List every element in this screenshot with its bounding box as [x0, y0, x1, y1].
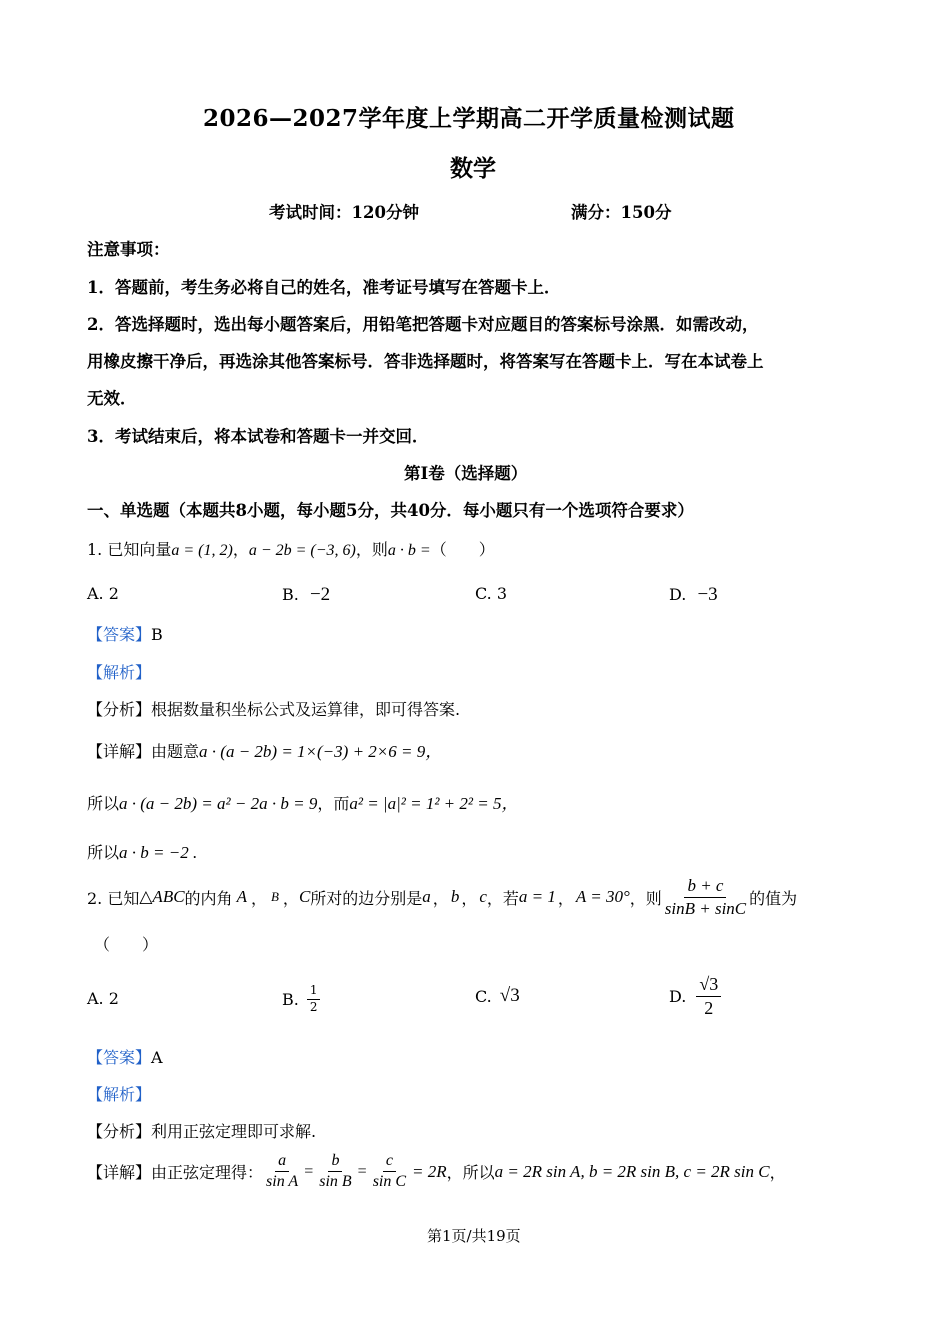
q2-fenxi-text: 利用正弦定理即可求解.: [151, 1122, 317, 1141]
note-item-2-line1: 2．答选择题时，选出每小题答案后，用铅笔把答题卡对应题目的答案标号涂黑．如需改动，: [87, 315, 759, 334]
q2-stem-t1: 的内角: [184, 888, 233, 908]
q1-answer-value: B: [151, 625, 163, 644]
q1-option-b: [282, 584, 330, 606]
q1-xiangjie: [87, 737, 442, 762]
q2-option-d-label: D.: [669, 986, 687, 1006]
q2-option-d-num: √3: [696, 974, 721, 997]
q1-option-d: [669, 584, 718, 606]
q2-option-b: [282, 984, 320, 1015]
q2-side-b: b: [450, 887, 460, 907]
q2-stem-prefix: 2. 已知: [87, 888, 140, 908]
q2-side-c: c: [479, 887, 487, 907]
q2-stem-t4: ，则: [629, 888, 662, 908]
q1-option-b-label: B.: [282, 585, 299, 604]
q2-ratio-c-num: c: [383, 1152, 396, 1172]
q2-ratio-b-num: b: [328, 1152, 342, 1172]
exam-time: 考试时间：120分钟: [269, 203, 419, 222]
volume-title: 第Ⅰ卷（选择题）: [404, 464, 528, 483]
q1-fenxi-label: 【分析】: [87, 700, 152, 719]
q2-paren: （ ）: [94, 935, 159, 954]
q2-option-b-den: 2: [309, 999, 318, 1014]
q1-xiangjie-label: 【详解】: [87, 742, 152, 761]
q2-comma-3: ，: [432, 888, 449, 908]
q2-option-c: [475, 985, 520, 1007]
q2-xiangjie-text: 由正弦定理得：: [151, 1163, 264, 1183]
q2-option-d: [669, 974, 721, 1018]
q1-line2-prefix: 所以: [87, 794, 120, 813]
q1-option-d-label: D.: [669, 585, 687, 604]
q2-option-b-fraction: [307, 984, 321, 1015]
q1-fenxi-text: 根据数量积坐标公式及运算律，即可得答案.: [151, 700, 461, 719]
q1-paren: （ ）: [430, 540, 495, 559]
q2-angle-c: C: [298, 887, 311, 907]
q2-analysis-label: 【解析】: [87, 1085, 152, 1104]
q1-fenxi: [87, 697, 460, 720]
q1-dot-product: a · b =: [387, 542, 431, 559]
q1-vector-a: a = (1, 2): [171, 542, 233, 559]
q2-comma-1: ，: [250, 888, 267, 908]
q2-comma-5: ，: [557, 888, 574, 908]
q2-fraction-denominator: sinB + sinC: [664, 898, 747, 918]
q1-option-a: A. 2: [87, 584, 119, 603]
part-title: 一、单选题（本题共8小题，每小题5分，共40分．每小题只有一个选项符合要求）: [87, 501, 694, 520]
q2-angle-a: A: [236, 887, 247, 907]
q2-option-c-value: √3: [499, 985, 520, 1006]
q1-xiangjie-text: 由题意: [151, 742, 200, 761]
q2-option-c-label: C.: [475, 986, 492, 1006]
q2-stem-t5: 的值为: [749, 888, 798, 908]
q2-eq-2: =: [357, 1162, 367, 1180]
q2-tail-text: ，所以: [446, 1163, 495, 1183]
q2-stem-t2: 所对的边分别是: [310, 888, 423, 908]
q2-option-b-num: 1: [307, 984, 321, 1000]
subject-title: 数学: [450, 155, 496, 182]
note-item-1: 1．答题前，考生务必将自己的姓名，准考证号填写在答题卡上．: [87, 278, 561, 297]
q2-stem: [87, 876, 797, 918]
q2-triangle: △ABC: [139, 887, 185, 907]
q1-vector-expr: a − 2b = (−3, 6): [248, 542, 356, 559]
q2-tail-end: ，: [769, 1163, 786, 1183]
q2-fraction: [662, 876, 749, 918]
q2-tail-math: a = 2R sin A, b = 2R sin B, c = 2R sin C: [494, 1161, 770, 1181]
exam-title: 2026—2027学年度上学期高二开学质量检测试题: [203, 105, 735, 132]
note-item-2-line2: 用橡皮擦干净后，再选涂其他答案标号．答非选择题时，将答案写在答题卡上．写在本试卷上: [87, 352, 764, 371]
q2-xiangjie: [87, 1152, 786, 1192]
q2-cond-1: a = 1: [518, 887, 556, 907]
q1-line3-math: a · b = −2 .: [119, 843, 198, 862]
q2-option-b-label: B.: [282, 989, 299, 1009]
q1-xiangjie-math: a · (a − 2b) = 1×(−3) + 2×6 = 9，: [199, 742, 443, 761]
q1-option-b-value: −2: [309, 584, 331, 605]
q2-ratio-b-den: sin B: [319, 1173, 352, 1191]
full-score: 满分：150分: [571, 203, 672, 222]
q1-detail-line3: [87, 840, 197, 863]
q1-option-d-value: −3: [697, 584, 718, 605]
q2-eq-tail: = 2R: [412, 1161, 447, 1181]
q1-detail-line2: [87, 789, 518, 814]
notes-heading: 注意事项：: [87, 240, 170, 259]
page-number: 第1页/共19页: [427, 1227, 521, 1245]
q2-side-a: a: [422, 887, 431, 907]
q1-stem-mid: ，则: [355, 540, 388, 559]
q2-fenxi: [87, 1119, 316, 1142]
q2-xiangjie-label: 【详解】: [87, 1163, 152, 1183]
q2-option-a: A. 2: [87, 989, 119, 1008]
q2-answer-label: 【答案】: [87, 1048, 152, 1067]
q2-fraction-numerator: b + c: [684, 876, 726, 898]
q1-line2-math2: a² = |a|² = 1² + 2² = 5，: [349, 794, 519, 813]
q2-answer-value: A: [151, 1048, 163, 1067]
note-item-2-line3: 无效．: [87, 389, 137, 408]
q2-angle-b: B: [270, 889, 279, 905]
q2-option-d-den: 2: [704, 997, 714, 1018]
q2-ratio-c: [370, 1152, 409, 1192]
q2-eq-1: =: [304, 1162, 314, 1180]
q1-stem: [87, 537, 495, 560]
q2-ratio-a: [263, 1152, 301, 1192]
q2-cond-2: A = 30°: [575, 887, 630, 907]
q1-answer-label: 【答案】: [87, 625, 152, 644]
q1-line2-math: a · (a − 2b) = a² − 2a · b = 9: [119, 794, 318, 813]
q2-answer: [87, 1045, 163, 1068]
q1-sep: ，: [232, 540, 249, 559]
q2-ratio-b: [316, 1152, 354, 1192]
q2-comma-4: ，: [461, 888, 478, 908]
q1-analysis-label: 【解析】: [87, 663, 152, 682]
q2-ratio-a-den: sin A: [266, 1173, 299, 1191]
q2-comma-2: ，: [282, 888, 299, 908]
q1-stem-prefix: 1. 已知向量: [87, 540, 172, 559]
note-item-3: 3．考试结束后，将本试卷和答题卡一并交回．: [87, 427, 429, 446]
q1-option-c: C. 3: [475, 584, 508, 603]
q2-fenxi-label: 【分析】: [87, 1122, 152, 1141]
q2-ratio-a-num: a: [275, 1152, 289, 1172]
q1-line3-prefix: 所以: [87, 843, 120, 862]
q1-line2-mid: ，而: [317, 794, 350, 813]
q2-option-d-fraction: [696, 974, 721, 1018]
q1-answer: [87, 622, 163, 645]
q2-stem-t3: ，若: [486, 888, 519, 908]
q2-ratio-c-den: sin C: [372, 1173, 407, 1191]
